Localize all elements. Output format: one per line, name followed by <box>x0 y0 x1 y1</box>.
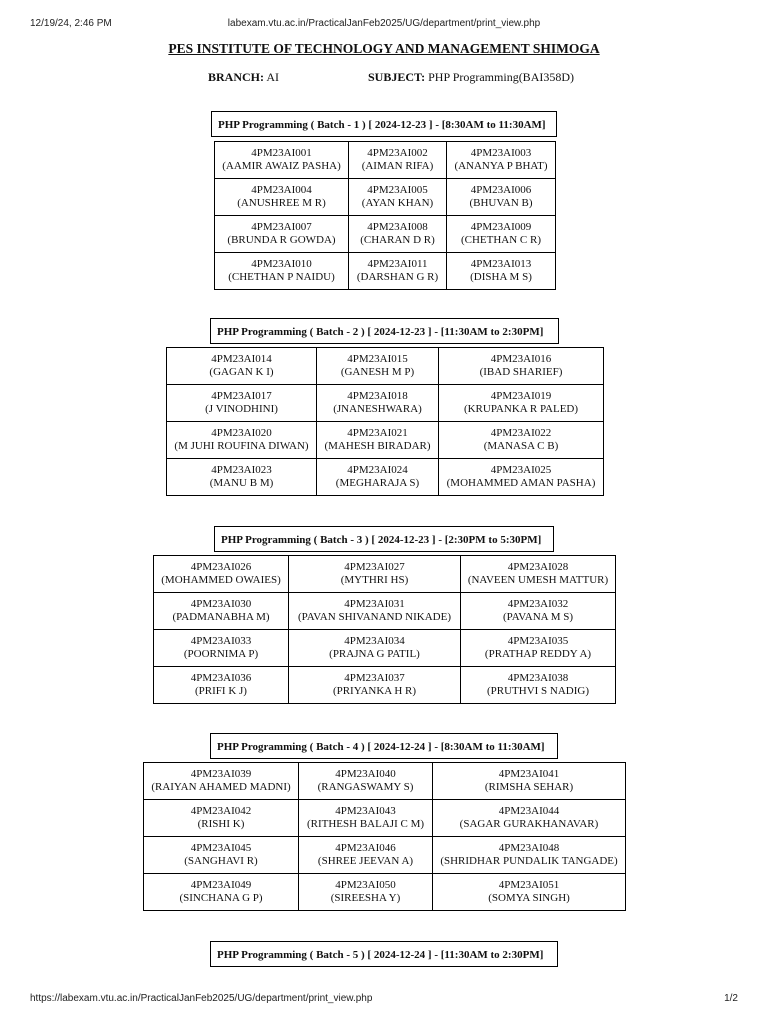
institute-title <box>0 41 768 57</box>
batch-4-title: PHP Programming ( Batch - 4 ) [ 2024-12-24 ] - [8:30AM to 11:30AM] <box>210 733 558 759</box>
student-name: (AYAN KHAN) <box>361 197 434 209</box>
batch-3-table <box>153 555 616 704</box>
student-cell <box>144 874 299 911</box>
student-name: (SIREESHA Y) <box>330 892 401 904</box>
student-cell <box>439 459 604 496</box>
student-cell <box>433 837 626 874</box>
student-usn: 4PM23AI036 <box>190 672 252 684</box>
student-usn: 4PM23AI022 <box>490 427 552 439</box>
student-usn: 4PM23AI035 <box>507 635 569 647</box>
student-name: (RITHESH BALAJI C M) <box>306 818 425 830</box>
branch-line <box>208 70 279 85</box>
student-cell <box>447 216 556 253</box>
student-name: (MOHAMMED OWAIES) <box>161 574 281 586</box>
print-datetime: 12/19/24, 2:46 PM <box>30 18 112 29</box>
student-cell <box>299 800 433 837</box>
student-usn: 4PM23AI033 <box>190 635 252 647</box>
student-cell <box>144 763 299 800</box>
table-row <box>215 179 556 216</box>
student-name: (SOMYA SINGH) <box>488 892 570 904</box>
student-usn: 4PM23AI007 <box>251 221 312 233</box>
student-usn: 4PM23AI009 <box>470 221 532 233</box>
student-usn: 4PM23AI024 <box>347 464 408 476</box>
student-usn: 4PM23AI015 <box>347 353 408 365</box>
table-row <box>154 593 616 630</box>
table-row <box>215 253 556 290</box>
student-usn: 4PM23AI038 <box>507 672 569 684</box>
student-usn: 4PM23AI008 <box>367 221 428 233</box>
student-name: (RIMSHA SEHAR) <box>484 781 574 793</box>
student-cell <box>144 800 299 837</box>
student-name: (PAVANA M S) <box>502 611 574 623</box>
student-name: (PRIYANKA H R) <box>332 685 417 697</box>
student-cell <box>317 385 439 422</box>
student-usn: 4PM23AI023 <box>211 464 272 476</box>
table-row <box>167 422 604 459</box>
student-name: (BRUNDA R GOWDA) <box>227 234 336 246</box>
student-cell <box>154 556 289 593</box>
table-row <box>167 459 604 496</box>
table-row <box>215 142 556 179</box>
student-cell <box>215 253 349 290</box>
student-cell <box>317 348 439 385</box>
student-usn: 4PM23AI027 <box>344 561 405 573</box>
student-cell <box>439 348 604 385</box>
student-name: (CHETHAN P NAIDU) <box>228 271 335 283</box>
student-name: (MYTHRI HS) <box>340 574 409 586</box>
student-usn: 4PM23AI011 <box>367 258 428 270</box>
student-usn: 4PM23AI042 <box>190 805 252 817</box>
student-name: (SHRIDHAR PUNDALIK TANGADE) <box>440 855 618 867</box>
student-name: (JNANESHWARA) <box>333 403 422 415</box>
institute-title-text: PES INSTITUTE OF TECHNOLOGY AND MANAGEMENT SHIMOGA <box>168 41 600 56</box>
student-cell <box>167 422 317 459</box>
print-header-url: labexam.vtu.ac.in/PracticalJanFeb2025/UG/department/print_view.php <box>227 18 541 29</box>
student-name: (ANANYA P BHAT) <box>454 160 548 172</box>
student-name: (CHARAN D R) <box>360 234 435 246</box>
print-footer-url: https://labexam.vtu.ac.in/PracticalJanFeb2025/UG/department/print_view.php <box>30 993 373 1004</box>
student-cell <box>447 253 556 290</box>
student-name: (NAVEEN UMESH MATTUR) <box>467 574 609 586</box>
student-usn: 4PM23AI046 <box>335 842 396 854</box>
student-name: (KRUPANKA R PALED) <box>463 403 579 415</box>
student-name: (PRATHAP REDDY A) <box>484 648 592 660</box>
student-usn: 4PM23AI044 <box>498 805 560 817</box>
student-cell <box>349 142 447 179</box>
student-usn: 4PM23AI048 <box>498 842 560 854</box>
student-cell <box>461 593 616 630</box>
table-row <box>144 874 626 911</box>
student-cell <box>433 874 626 911</box>
table-row <box>167 348 604 385</box>
student-name: (POORNIMA P) <box>183 648 259 660</box>
student-cell <box>461 630 616 667</box>
student-name: (PAVAN SHIVANAND NIKADE) <box>297 611 451 623</box>
student-cell <box>433 763 626 800</box>
student-name: (PADMANABHA M) <box>172 611 270 623</box>
student-cell <box>349 216 447 253</box>
student-usn: 4PM23AI010 <box>251 258 312 270</box>
student-name: (MAHESH BIRADAR) <box>324 440 431 452</box>
student-name: (SINCHANA G P) <box>179 892 263 904</box>
student-usn: 4PM23AI028 <box>507 561 569 573</box>
subject-line <box>368 70 574 85</box>
student-cell <box>215 216 349 253</box>
student-usn: 4PM23AI018 <box>347 390 408 402</box>
student-cell <box>317 422 439 459</box>
student-cell <box>299 874 433 911</box>
subject-label: SUBJECT: <box>368 70 426 84</box>
student-usn: 4PM23AI021 <box>347 427 408 439</box>
student-usn: 4PM23AI051 <box>498 879 560 891</box>
student-cell <box>215 179 349 216</box>
student-cell <box>299 763 433 800</box>
student-cell <box>447 142 556 179</box>
student-cell <box>289 556 461 593</box>
student-usn: 4PM23AI039 <box>190 768 252 780</box>
student-name: (AIMAN RIFA) <box>361 160 434 172</box>
student-name: (DARSHAN G R) <box>356 271 439 283</box>
student-cell <box>447 179 556 216</box>
student-name: (MANASA C B) <box>483 440 559 452</box>
student-cell <box>461 667 616 704</box>
student-usn: 4PM23AI020 <box>211 427 272 439</box>
student-name: (GAGAN K I) <box>209 366 274 378</box>
table-row <box>167 385 604 422</box>
student-usn: 4PM23AI040 <box>335 768 396 780</box>
student-cell <box>144 837 299 874</box>
student-usn: 4PM23AI049 <box>190 879 252 891</box>
student-name: (AAMIR AWAIZ PASHA) <box>222 160 341 172</box>
student-cell <box>154 630 289 667</box>
student-name: (M JUHI ROUFINA DIWAN) <box>174 440 309 452</box>
student-usn: 4PM23AI004 <box>251 184 312 196</box>
table-row <box>154 556 616 593</box>
student-usn: 4PM23AI041 <box>498 768 560 780</box>
student-usn: 4PM23AI013 <box>470 258 532 270</box>
student-cell <box>167 385 317 422</box>
table-row <box>144 837 626 874</box>
batch-2-table <box>166 347 604 496</box>
batch-4-table <box>143 762 626 911</box>
student-cell <box>289 593 461 630</box>
batch-1-table <box>214 141 556 290</box>
student-name: (PRAJNA G PATIL) <box>329 648 420 660</box>
student-cell <box>461 556 616 593</box>
student-cell <box>289 630 461 667</box>
student-usn: 4PM23AI001 <box>251 147 312 159</box>
student-usn: 4PM23AI017 <box>211 390 272 402</box>
table-row <box>215 216 556 253</box>
student-usn: 4PM23AI005 <box>367 184 428 196</box>
student-usn: 4PM23AI050 <box>335 879 396 891</box>
table-row <box>144 763 626 800</box>
batch-3-title: PHP Programming ( Batch - 3 ) [ 2024-12-23 ] - [2:30PM to 5:30PM] <box>214 526 554 552</box>
student-name: (RISHI K) <box>197 818 245 830</box>
student-usn: 4PM23AI003 <box>470 147 532 159</box>
student-usn: 4PM23AI030 <box>190 598 252 610</box>
branch-value: AI <box>266 70 280 84</box>
student-cell <box>317 459 439 496</box>
student-usn: 4PM23AI016 <box>490 353 552 365</box>
student-name: (GANESH M P) <box>340 366 415 378</box>
student-usn: 4PM23AI031 <box>344 598 405 610</box>
student-cell <box>215 142 349 179</box>
student-name: (DISHA M S) <box>470 271 532 283</box>
student-cell <box>439 422 604 459</box>
student-cell <box>167 348 317 385</box>
student-name: (SHREE JEEVAN A) <box>317 855 414 867</box>
student-cell <box>167 459 317 496</box>
student-name: (ANUSHREE M R) <box>237 197 326 209</box>
student-cell <box>289 667 461 704</box>
subject-value: PHP Programming(BAI358D) <box>428 70 575 84</box>
student-name: (BHUVAN B) <box>469 197 533 209</box>
student-name: (J VINODHINI) <box>205 403 278 415</box>
student-name: (SANGHAVI R) <box>184 855 258 867</box>
student-usn: 4PM23AI025 <box>490 464 552 476</box>
batch-1-title: PHP Programming ( Batch - 1 ) [ 2024-12-23 ] - [8:30AM to 11:30AM] <box>211 111 557 137</box>
student-usn: 4PM23AI019 <box>490 390 552 402</box>
student-cell <box>439 385 604 422</box>
batch-5-title: PHP Programming ( Batch - 5 ) [ 2024-12-24 ] - [11:30AM to 2:30PM] <box>210 941 558 967</box>
student-usn: 4PM23AI045 <box>190 842 252 854</box>
student-name: (MOHAMMED AMAN PASHA) <box>446 477 596 489</box>
student-name: (RANGASWAMY S) <box>317 781 414 793</box>
student-usn: 4PM23AI026 <box>190 561 252 573</box>
student-cell <box>433 800 626 837</box>
student-name: (CHETHAN C R) <box>460 234 542 246</box>
student-name: (IBAD SHARIEF) <box>479 366 563 378</box>
student-name: (MEGHARAJA S) <box>335 477 420 489</box>
student-usn: 4PM23AI032 <box>507 598 569 610</box>
branch-label: BRANCH: <box>208 70 264 84</box>
student-name: (SAGAR GURAKHANAVAR) <box>459 818 599 830</box>
student-name: (PRUTHVI S NADIG) <box>486 685 590 697</box>
student-usn: 4PM23AI037 <box>344 672 405 684</box>
table-row <box>144 800 626 837</box>
student-cell <box>299 837 433 874</box>
student-usn: 4PM23AI002 <box>367 147 428 159</box>
student-cell <box>154 667 289 704</box>
student-name: (MANU B M) <box>209 477 274 489</box>
student-cell <box>154 593 289 630</box>
page-number: 1/2 <box>724 993 738 1004</box>
student-usn: 4PM23AI034 <box>344 635 405 647</box>
student-name: (RAIYAN AHAMED MADNI) <box>151 781 291 793</box>
table-row <box>154 630 616 667</box>
student-cell <box>349 179 447 216</box>
batch-2-title: PHP Programming ( Batch - 2 ) [ 2024-12-23 ] - [11:30AM to 2:30PM] <box>210 318 559 344</box>
student-usn: 4PM23AI006 <box>470 184 532 196</box>
student-cell <box>349 253 447 290</box>
student-usn: 4PM23AI014 <box>211 353 272 365</box>
student-name: (PRIFI K J) <box>195 685 247 697</box>
table-row <box>154 667 616 704</box>
student-usn: 4PM23AI043 <box>335 805 396 817</box>
